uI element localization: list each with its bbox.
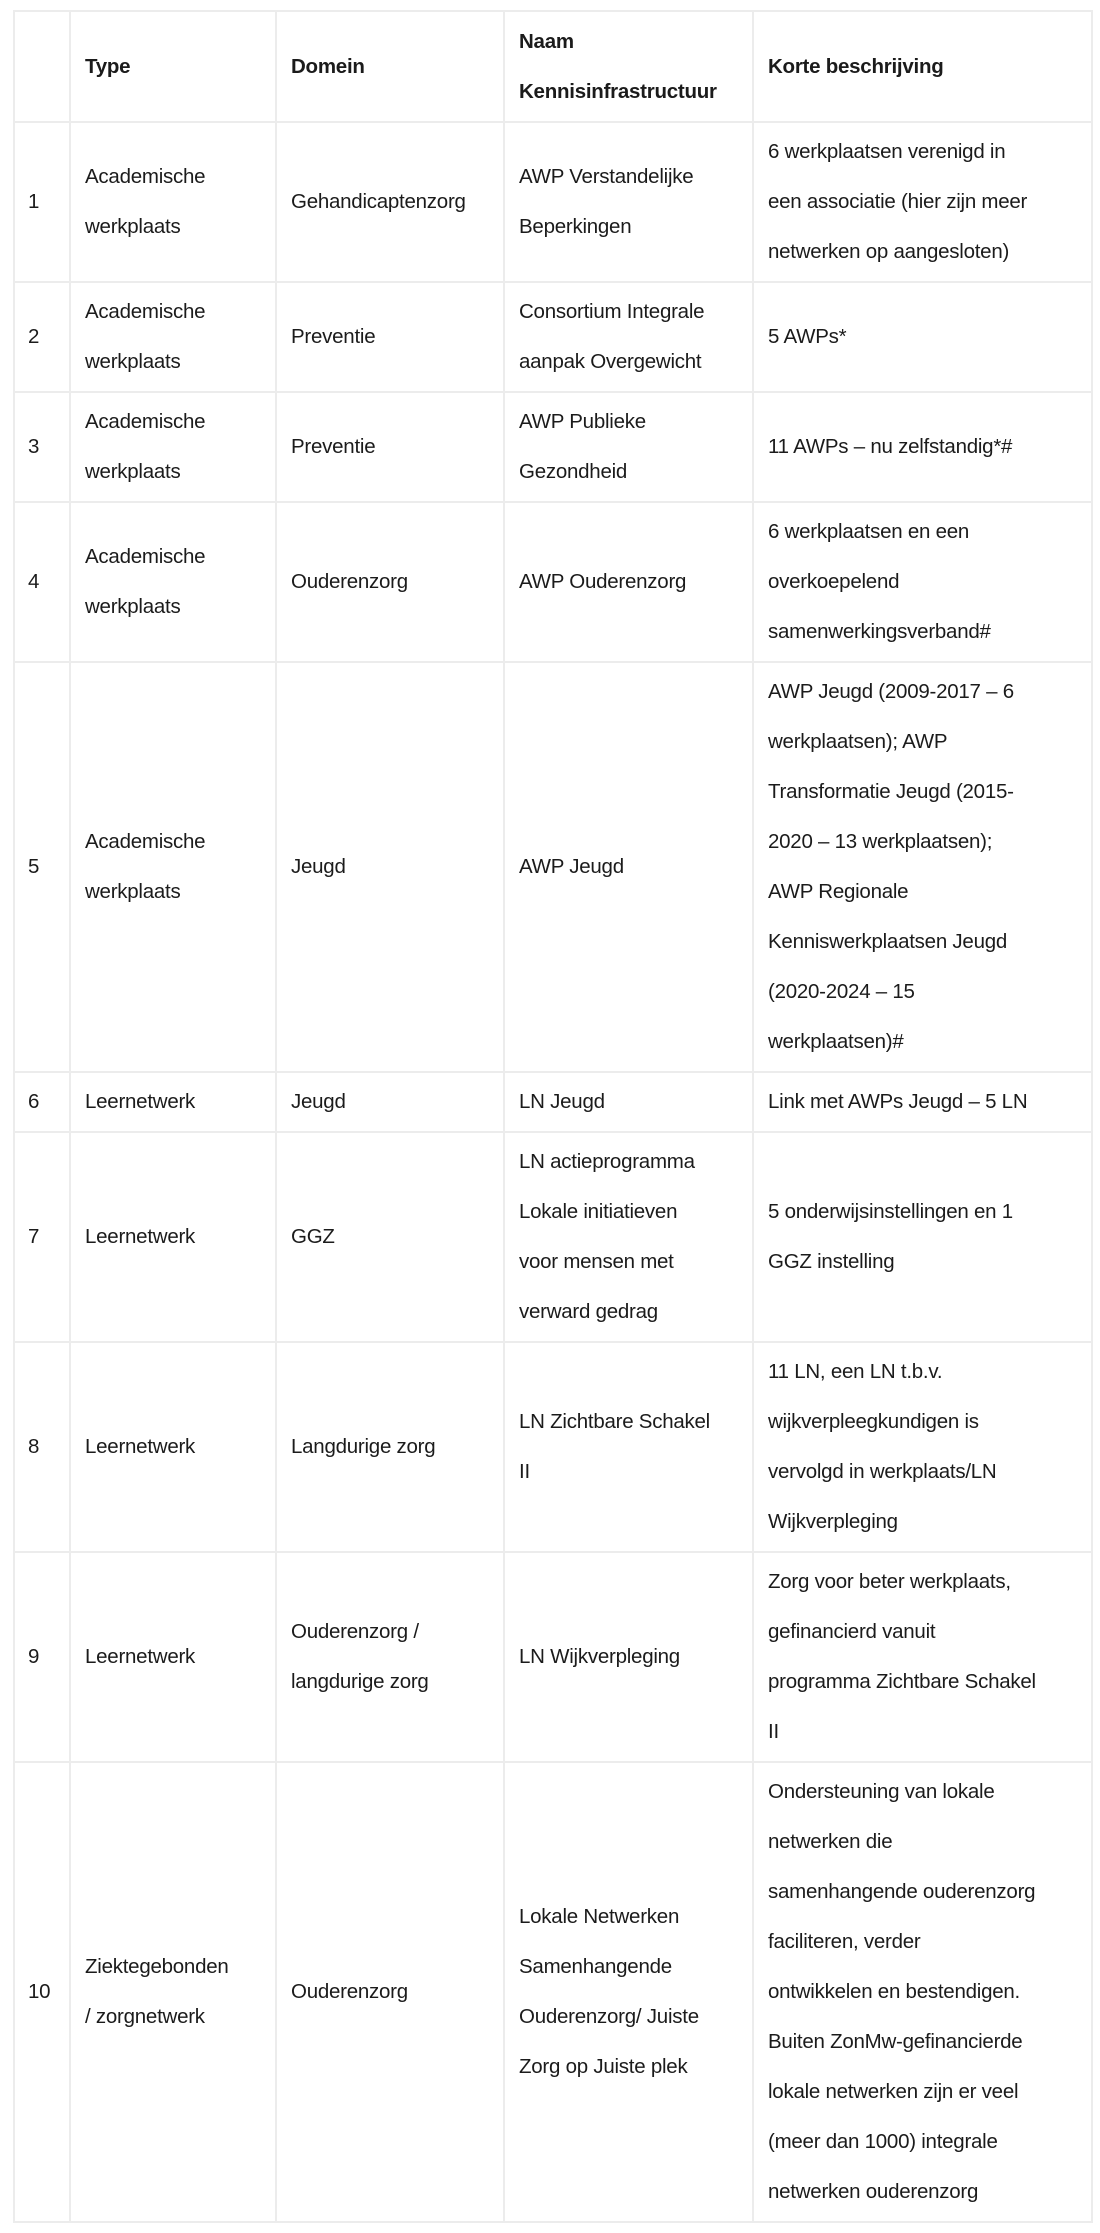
- table-row: [14, 502, 1092, 662]
- row-domain: Langdurige zorg: [276, 1342, 504, 1552]
- row-domain: Ouderenzorg: [276, 502, 504, 662]
- row-description: 11 AWPs – nu zelfstandig*#: [753, 392, 1092, 502]
- row-number: 8: [14, 1342, 70, 1552]
- row-name: Lokale Netwerken Samenhangende Ouderenzorg/ Juiste Zorg op Juiste plek: [504, 1762, 753, 2222]
- row-type: Academische werkplaats: [70, 392, 276, 502]
- table-row: [14, 1342, 1092, 1552]
- row-number: 5: [14, 662, 70, 1072]
- row-name: LN Zichtbare Schakel II: [504, 1342, 753, 1552]
- header-number: [14, 11, 70, 122]
- row-name: Consortium Integrale aanpak Overgewicht: [504, 282, 753, 392]
- row-type: Academische werkplaats: [70, 502, 276, 662]
- row-name: LN actieprogramma Lokale initiatieven voor mensen met verward gedrag: [504, 1132, 753, 1342]
- row-description: 5 onderwijsinstellingen en 1 GGZ instelling: [753, 1132, 1092, 1342]
- table-row: [14, 1552, 1092, 1762]
- table-row: [14, 1072, 1092, 1132]
- row-domain: Ouderenzorg / langdurige zorg: [276, 1552, 504, 1762]
- row-number: 10: [14, 1762, 70, 2222]
- row-name: LN Wijkverpleging: [504, 1552, 753, 1762]
- row-domain: Ouderenzorg: [276, 1762, 504, 2222]
- row-description: 11 LN, een LN t.b.v. wijkverpleegkundigen is vervolgd in werkplaats/LN Wijkverpleging: [753, 1342, 1092, 1552]
- row-type: Leernetwerk: [70, 1072, 276, 1132]
- table-row: [14, 282, 1092, 392]
- row-name: AWP Jeugd: [504, 662, 753, 1072]
- row-number: 6: [14, 1072, 70, 1132]
- row-description: Link met AWPs Jeugd – 5 LN: [753, 1072, 1092, 1132]
- row-name: AWP Verstandelijke Beperkingen: [504, 122, 753, 282]
- row-number: 7: [14, 1132, 70, 1342]
- row-type: Leernetwerk: [70, 1552, 276, 1762]
- row-description: AWP Jeugd (2009-2017 – 6 werkplaatsen); AWP Transformatie Jeugd (2015- 2020 – 13 werkplaatsen); AWP Regionale Kenniswerkplaatsen Jeugd (2020-2024 – 15 werkplaatsen)#: [753, 662, 1092, 1072]
- table-row: [14, 392, 1092, 502]
- row-domain: GGZ: [276, 1132, 504, 1342]
- row-type: Academische werkplaats: [70, 122, 276, 282]
- row-number: 1: [14, 122, 70, 282]
- header-name: Naam Kennisinfrastructuur: [504, 11, 753, 122]
- row-number: 2: [14, 282, 70, 392]
- header-type: Type: [70, 11, 276, 122]
- row-name: AWP Ouderenzorg: [504, 502, 753, 662]
- row-type: Academische werkplaats: [70, 662, 276, 1072]
- row-description: Zorg voor beter werkplaats, gefinancierd vanuit programma Zichtbare Schakel II: [753, 1552, 1092, 1762]
- table-row: [14, 1132, 1092, 1342]
- table-row: [14, 1762, 1092, 2222]
- knowledge-infrastructure-table-container: [13, 10, 1091, 2223]
- table-header-row: [14, 11, 1092, 122]
- row-domain: Jeugd: [276, 662, 504, 1072]
- row-type: Ziektegebonden / zorgnetwerk: [70, 1762, 276, 2222]
- row-description: Ondersteuning van lokale netwerken die samenhangende ouderenzorg faciliteren, verder ontwikkelen en bestendigen. Buiten ZonMw-gefinancierde lokale netwerken zijn er veel (meer dan 1000) integrale netwerken ouderenzorg: [753, 1762, 1092, 2222]
- row-number: 4: [14, 502, 70, 662]
- row-name: AWP Publieke Gezondheid: [504, 392, 753, 502]
- row-name: LN Jeugd: [504, 1072, 753, 1132]
- row-description: 5 AWPs*: [753, 282, 1092, 392]
- row-type: Academische werkplaats: [70, 282, 276, 392]
- table-row: [14, 122, 1092, 282]
- table-row: [14, 662, 1092, 1072]
- row-domain: Jeugd: [276, 1072, 504, 1132]
- table-body: [14, 122, 1092, 2222]
- row-number: 9: [14, 1552, 70, 1762]
- row-type: Leernetwerk: [70, 1132, 276, 1342]
- row-domain: Preventie: [276, 392, 504, 502]
- row-type: Leernetwerk: [70, 1342, 276, 1552]
- header-domain: Domein: [276, 11, 504, 122]
- row-description: 6 werkplaatsen verenigd in een associatie (hier zijn meer netwerken op aangesloten): [753, 122, 1092, 282]
- header-description: Korte beschrijving: [753, 11, 1092, 122]
- row-domain: Preventie: [276, 282, 504, 392]
- row-domain: Gehandicaptenzorg: [276, 122, 504, 282]
- knowledge-infrastructure-table: [13, 10, 1093, 2223]
- row-number: 3: [14, 392, 70, 502]
- row-description: 6 werkplaatsen en een overkoepelend samenwerkingsverband#: [753, 502, 1092, 662]
